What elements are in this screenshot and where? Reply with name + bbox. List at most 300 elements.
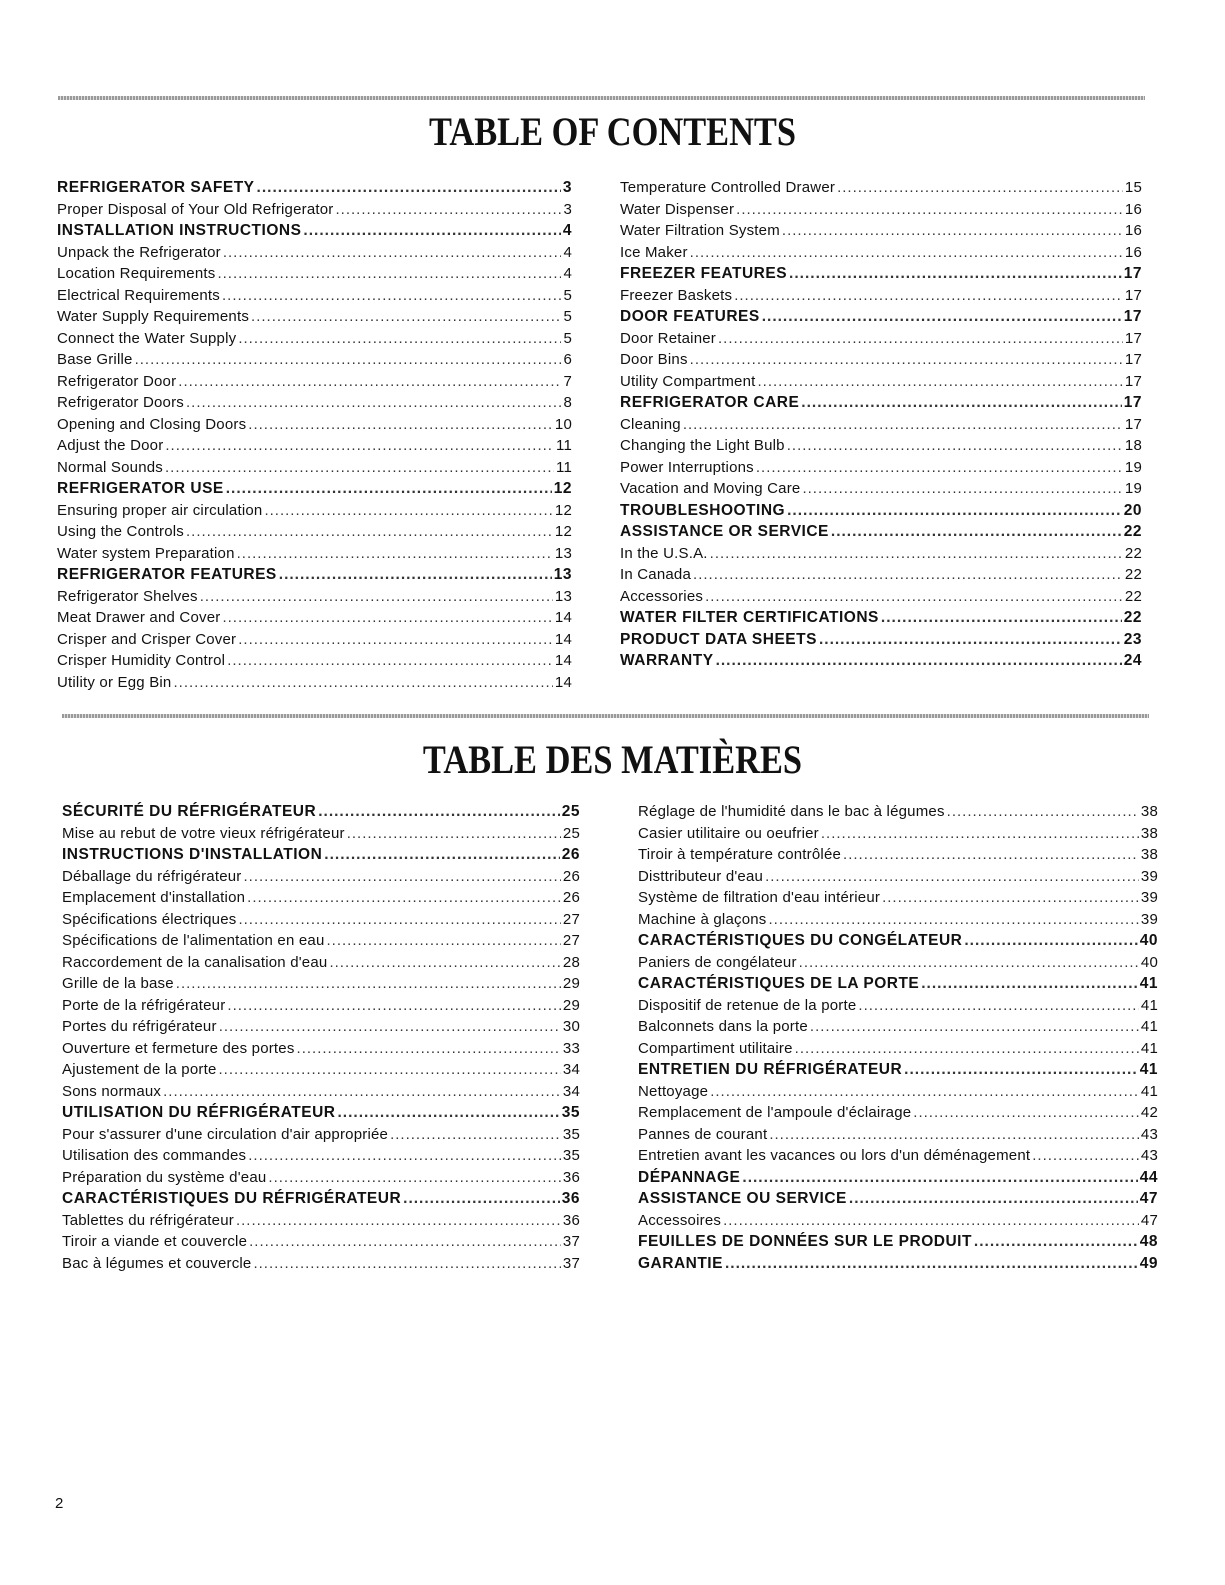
toc-entry-label: INSTRUCTIONS D'INSTALLATION	[62, 846, 323, 863]
toc-entry-label: Pour s'assurer d'une circulation d'air appropriée	[62, 1125, 389, 1143]
toc-section-entry	[620, 392, 1142, 414]
toc-entry	[638, 1102, 1158, 1124]
toc-entry	[62, 823, 580, 845]
toc-section-entry	[638, 1253, 1158, 1275]
toc-entry	[620, 457, 1142, 479]
dot-leader	[178, 371, 561, 393]
toc-entry-label: TROUBLESHOOTING	[620, 501, 786, 519]
dot-leader	[810, 1016, 1139, 1038]
toc-entry-label: UTILISATION DU RÉFRIGÉRATEUR	[62, 1104, 336, 1121]
toc-entry-page: 14	[554, 630, 572, 648]
dot-leader	[253, 1253, 560, 1275]
toc-entry-label: Refrigerator Shelves	[57, 587, 198, 605]
toc-section-entry	[62, 801, 580, 823]
dot-leader	[303, 220, 560, 242]
dot-leader	[222, 285, 561, 307]
dot-leader	[904, 1059, 1138, 1081]
toc-entry-page: 22	[1124, 566, 1142, 583]
toc-entry-page: 16	[1124, 243, 1142, 261]
toc-entry-label: INSTALLATION INSTRUCTIONS	[57, 222, 302, 239]
dot-leader	[849, 1188, 1138, 1210]
dot-leader	[237, 543, 553, 565]
toc-entry-label: Spécifications électriques	[62, 910, 237, 928]
dot-leader	[163, 1081, 561, 1103]
toc-section-entry	[620, 607, 1142, 629]
toc-entry-label: ENTRETIEN DU RÉFRIGÉRATEUR	[638, 1061, 903, 1078]
toc-entry-label: Adjust the Door	[57, 437, 164, 454]
toc-entry	[57, 607, 572, 629]
toc-entry-label: Utilisation des commandes	[62, 1147, 247, 1164]
toc-entry	[620, 371, 1142, 393]
toc-entry-label: Utility Compartment	[620, 372, 756, 390]
toc-entry-label: Déballage du réfrigérateur	[62, 867, 242, 885]
toc-entry-label: Bac à légumes et couvercle	[62, 1254, 252, 1272]
dot-leader	[742, 1167, 1137, 1189]
toc-entry	[620, 543, 1142, 565]
toc-entry	[620, 564, 1142, 586]
toc-entry	[620, 242, 1142, 264]
toc-entry-label: Dispositif de retenue de la porte	[638, 996, 857, 1014]
dot-leader	[279, 564, 552, 586]
toc-entry-page: 40	[1140, 953, 1158, 971]
toc-entry-page: 27	[562, 932, 580, 949]
dot-leader	[257, 177, 561, 199]
dot-leader	[165, 435, 554, 457]
dot-leader	[690, 349, 1123, 371]
dot-leader	[913, 1102, 1139, 1124]
toc-entry-page: 11	[556, 458, 572, 476]
dot-leader	[297, 1038, 561, 1060]
dot-leader	[227, 650, 553, 672]
toc-entry	[62, 1145, 580, 1167]
dot-leader	[947, 801, 1139, 823]
toc-entry-page: 5	[563, 286, 572, 304]
toc-entry	[638, 1210, 1158, 1232]
dot-leader	[782, 220, 1123, 242]
toc-entry-label: Crisper and Crisper Cover	[57, 630, 237, 648]
dot-leader	[705, 586, 1123, 608]
dot-leader	[819, 629, 1122, 651]
toc-entry-label: Entretien avant les vacances ou lors d'un déménagement	[638, 1147, 1031, 1164]
toc-entry-label: Meat Drawer and Cover	[57, 609, 221, 626]
toc-entry-page: 41	[1140, 1039, 1158, 1057]
toc-entry-page: 41	[1140, 1082, 1158, 1100]
toc-entry	[620, 435, 1142, 457]
toc-entry-label: Ice Maker	[620, 243, 688, 261]
toc-entry	[638, 844, 1158, 866]
toc-entry	[57, 285, 572, 307]
dot-leader	[268, 1167, 560, 1189]
dot-leader	[690, 242, 1123, 264]
toc-entry-page: 23	[1123, 630, 1142, 648]
toc-entry-page: 14	[554, 673, 572, 691]
toc-entry-page: 22	[1123, 609, 1142, 626]
dot-leader	[795, 1038, 1139, 1060]
dot-leader	[327, 930, 561, 952]
toc-entry	[638, 1038, 1158, 1060]
toc-entry-label: Remplacement de l'ampoule d'éclairage	[638, 1104, 912, 1121]
toc-entry	[620, 199, 1142, 221]
toc-entry-label: Cleaning	[620, 415, 681, 433]
dot-leader	[135, 349, 562, 371]
toc-entry-label: Changing the Light Bulb	[620, 437, 785, 454]
toc-entry	[62, 1081, 580, 1103]
toc-entry-page: 41	[1139, 975, 1158, 992]
dot-leader	[1032, 1145, 1139, 1167]
toc-entry	[57, 306, 572, 328]
toc-section-entry	[57, 478, 572, 500]
toc-entry	[57, 199, 572, 221]
toc-entry	[62, 1253, 580, 1275]
toc-entry-label: ASSISTANCE OU SERVICE	[638, 1190, 847, 1207]
toc-entry-page: 42	[1140, 1104, 1158, 1121]
toc-entry-label: Utility or Egg Bin	[57, 673, 172, 691]
toc-entry-label: Water Supply Requirements	[57, 308, 250, 325]
toc-entry-page: 16	[1124, 222, 1142, 239]
toc-entry-page: 29	[562, 996, 580, 1014]
toc-entry-page: 17	[1124, 372, 1142, 390]
toc-entry-page: 47	[1140, 1211, 1158, 1229]
toc-entry-page: 17	[1124, 286, 1142, 304]
toc-entry-label: Power Interruptions	[620, 458, 754, 476]
toc-fr-left-column	[62, 801, 580, 1274]
toc-entry-page: 35	[562, 1125, 580, 1143]
toc-entry-page: 34	[562, 1061, 580, 1078]
toc-section-entry	[620, 650, 1142, 672]
toc-entry-page: 36	[562, 1211, 580, 1229]
toc-entry-label: Refrigerator Door	[57, 372, 177, 390]
toc-entry-label: Disttributeur d'eau	[638, 867, 764, 885]
toc-entry-label: Compartiment utilitaire	[638, 1039, 793, 1057]
toc-entry-label: DOOR FEATURES	[620, 308, 760, 325]
toc-entry-page: 38	[1140, 846, 1158, 863]
toc-entry-label: Normal Sounds	[57, 458, 163, 476]
dot-leader	[227, 995, 560, 1017]
toc-entry	[620, 414, 1142, 436]
toc-entry-page: 44	[1139, 1168, 1158, 1186]
toc-entry-label: Water system Preparation	[57, 544, 235, 562]
toc-entry-label: Préparation du système d'eau	[62, 1168, 267, 1186]
toc-entry	[620, 478, 1142, 500]
dot-leader	[200, 586, 553, 608]
toc-entry-page: 30	[562, 1018, 580, 1035]
toc-entry-page: 28	[562, 953, 580, 971]
toc-entry-page: 12	[553, 480, 572, 497]
toc-section-entry	[638, 1167, 1158, 1189]
toc-entry-page: 10	[554, 415, 572, 433]
toc-entry-page: 20	[1123, 501, 1142, 519]
toc-entry-label: ASSISTANCE OR SERVICE	[620, 523, 829, 540]
toc-entry-page: 18	[1124, 437, 1142, 454]
dot-leader	[329, 952, 560, 974]
toc-entry-page: 40	[1139, 932, 1158, 949]
toc-section-entry	[638, 973, 1158, 995]
toc-section-entry	[638, 1188, 1158, 1210]
toc-entry-label: FREEZER FEATURES	[620, 265, 788, 282]
toc-entry	[638, 823, 1158, 845]
dot-leader	[176, 973, 561, 995]
toc-entry-label: Spécifications de l'alimentation en eau	[62, 932, 325, 949]
dot-leader	[716, 650, 1122, 672]
dot-leader	[226, 478, 552, 500]
toc-entry-page: 17	[1124, 415, 1142, 433]
dot-leader	[173, 672, 552, 694]
toc-entry-page: 41	[1140, 1018, 1158, 1035]
toc-entry-label: GARANTIE	[638, 1254, 723, 1272]
toc-entry-label: Water Filtration System	[620, 222, 780, 239]
toc-entry-label: Portes du réfrigérateur	[62, 1018, 217, 1035]
toc-entry-label: Base Grille	[57, 351, 133, 368]
toc-entry-page: 24	[1123, 652, 1142, 669]
page-number: 2	[55, 1495, 64, 1512]
toc-entry	[57, 650, 572, 672]
toc-entry-label: Opening and Closing Doors	[57, 415, 247, 433]
dot-leader	[802, 478, 1122, 500]
toc-entry-page: 4	[563, 265, 572, 282]
toc-entry-page: 49	[1139, 1254, 1158, 1272]
toc-entry-page: 13	[554, 544, 572, 562]
toc-entry-page: 11	[556, 437, 572, 454]
dot-leader	[403, 1188, 560, 1210]
toc-entry-page: 43	[1140, 1125, 1158, 1143]
toc-entry-page: 3	[563, 200, 572, 218]
dot-leader	[693, 564, 1123, 586]
toc-entry-page: 27	[562, 910, 580, 928]
toc-entry	[57, 371, 572, 393]
toc-entry-label: WARRANTY	[620, 652, 714, 669]
toc-entry-label: Vacation and Moving Care	[620, 480, 801, 497]
toc-section-entry	[57, 220, 572, 242]
toc-entry-label: Porte de la réfrigérateur	[62, 996, 226, 1014]
toc-entry-label: PRODUCT DATA SHEETS	[620, 630, 817, 648]
toc-entry	[638, 1124, 1158, 1146]
toc-entry-label: REFRIGERATOR USE	[57, 480, 224, 497]
toc-entry	[638, 995, 1158, 1017]
toc-entry-page: 17	[1124, 351, 1142, 368]
dot-leader	[238, 909, 560, 931]
toc-entry	[620, 220, 1142, 242]
toc-entry-page: 26	[561, 846, 580, 863]
toc-entry-page: 14	[554, 609, 572, 626]
toc-entry	[620, 349, 1142, 371]
toc-entry-page: 34	[562, 1082, 580, 1100]
toc-entry-label: Réglage de l'humidité dans le bac à légumes	[638, 803, 945, 820]
toc-entry	[62, 1210, 580, 1232]
toc-entry-page: 22	[1124, 587, 1142, 605]
toc-entry-page: 43	[1140, 1147, 1158, 1164]
dot-leader	[736, 199, 1123, 221]
toc-section-entry	[638, 1059, 1158, 1081]
dot-leader	[789, 263, 1122, 285]
dot-leader	[787, 500, 1122, 522]
dot-leader	[801, 392, 1121, 414]
dot-leader	[831, 521, 1122, 543]
toc-entry-label: Mise au rebut de votre vieux réfrigérateur	[62, 824, 345, 842]
dot-leader	[734, 285, 1123, 307]
toc-entry-page: 35	[561, 1104, 580, 1121]
toc-entry-label: Door Bins	[620, 351, 688, 368]
toc-entry-label: Freezer Baskets	[620, 286, 733, 304]
dot-leader	[337, 1102, 559, 1124]
toc-entry	[638, 909, 1158, 931]
dot-leader	[843, 844, 1139, 866]
toc-entry-page: 7	[563, 372, 572, 390]
dot-leader	[787, 435, 1123, 457]
toc-entry-label: Tiroir a viande et couvercle	[62, 1233, 248, 1250]
toc-entry-label: CARACTÉRISTIQUES DU CONGÉLATEUR	[638, 932, 963, 949]
toc-entry-page: 4	[563, 243, 572, 261]
toc-entry-page: 36	[561, 1190, 580, 1207]
toc-entry	[57, 586, 572, 608]
toc-entry-label: DÉPANNAGE	[638, 1168, 741, 1186]
toc-section-entry	[62, 844, 580, 866]
toc-entry	[62, 1038, 580, 1060]
dot-leader	[964, 930, 1137, 952]
toc-entry-page: 41	[1139, 1061, 1158, 1078]
toc-entry-page: 5	[563, 329, 572, 347]
toc-entry-page: 48	[1139, 1233, 1158, 1250]
toc-entry-label: Nettoyage	[638, 1082, 709, 1100]
toc-entry-label: In Canada	[620, 566, 692, 583]
toc-entry	[57, 629, 572, 651]
toc-entry-page: 19	[1124, 480, 1142, 497]
toc-entry	[638, 952, 1158, 974]
toc-fr-right-column	[638, 801, 1158, 1274]
toc-entry-label: Accessories	[620, 587, 704, 605]
toc-section-entry	[638, 930, 1158, 952]
toc-section-entry	[57, 177, 572, 199]
dot-leader	[710, 1081, 1139, 1103]
dot-leader	[390, 1124, 561, 1146]
toc-entry-page: 26	[562, 867, 580, 885]
toc-entry	[638, 887, 1158, 909]
dot-leader	[821, 823, 1139, 845]
toc-section-entry	[62, 1188, 580, 1210]
toc-entry	[62, 930, 580, 952]
toc-entry	[62, 1124, 580, 1146]
toc-entry-label: Unpack the Refrigerator	[57, 243, 221, 261]
top-divider	[58, 96, 1145, 100]
toc-section-entry	[620, 306, 1142, 328]
toc-heading-fr: TABLE DES MATIÈRES	[422, 737, 803, 782]
toc-entry-page: 37	[562, 1254, 580, 1272]
dot-leader	[238, 328, 561, 350]
toc-entry-label: Door Retainer	[620, 329, 716, 347]
toc-entry-label: Tiroir à température contrôlée	[638, 846, 842, 863]
toc-entry-page: 39	[1140, 889, 1158, 906]
dot-leader	[768, 909, 1138, 931]
toc-section-entry	[620, 263, 1142, 285]
toc-entry-label: Raccordement de la canalisation d'eau	[62, 953, 328, 971]
toc-entry-label: Tablettes du réfrigérateur	[62, 1211, 234, 1229]
toc-entry	[62, 909, 580, 931]
toc-entry-page: 12	[554, 523, 572, 540]
toc-entry-label: Grille de la base	[62, 975, 174, 992]
toc-entry	[620, 177, 1142, 199]
toc-entry	[57, 414, 572, 436]
toc-entry-page: 13	[554, 587, 572, 605]
dot-leader	[881, 607, 1122, 629]
toc-entry-page: 15	[1124, 179, 1142, 196]
dot-leader	[974, 1231, 1138, 1253]
toc-entry-page: 39	[1140, 867, 1158, 885]
toc-entry-page: 22	[1123, 523, 1142, 540]
dot-leader	[765, 866, 1139, 888]
dot-leader	[251, 306, 561, 328]
toc-section-entry	[620, 500, 1142, 522]
toc-entry-label: WATER FILTER CERTIFICATIONS	[620, 609, 879, 626]
dot-leader	[236, 1210, 561, 1232]
toc-entry-label: FEUILLES DE DONNÉES SUR LE PRODUIT	[638, 1233, 972, 1250]
toc-entry-page: 38	[1140, 803, 1158, 820]
toc-entry	[57, 349, 572, 371]
dot-leader	[222, 607, 552, 629]
toc-entry-label: Système de filtration d'eau intérieur	[638, 889, 881, 906]
toc-entry-page: 12	[554, 501, 572, 519]
dot-leader	[758, 371, 1123, 393]
toc-en-left-column	[57, 177, 572, 693]
toc-entry-page: 26	[562, 889, 580, 906]
dot-leader	[335, 199, 561, 221]
toc-entry-page: 5	[563, 308, 572, 325]
dot-leader	[219, 1059, 561, 1081]
dot-leader	[217, 263, 561, 285]
dot-leader	[837, 177, 1123, 199]
toc-entry	[57, 500, 572, 522]
toc-entry-label: Location Requirements	[57, 265, 216, 282]
dot-leader	[347, 823, 561, 845]
dot-leader	[882, 887, 1139, 909]
dot-leader	[683, 414, 1123, 436]
toc-entry-label: Temperature Controlled Drawer	[620, 179, 836, 196]
dot-leader	[725, 1253, 1138, 1275]
toc-entry-page: 13	[553, 566, 572, 583]
dot-leader	[723, 1210, 1139, 1232]
dot-leader	[756, 457, 1123, 479]
toc-entry	[57, 672, 572, 694]
toc-entry-page: 19	[1124, 458, 1142, 476]
dot-leader	[223, 242, 562, 264]
toc-entry	[620, 586, 1142, 608]
toc-entry-label: Water Dispenser	[620, 200, 735, 218]
toc-entry	[57, 457, 572, 479]
toc-section-entry	[620, 521, 1142, 543]
toc-entry-page: 14	[554, 652, 572, 669]
toc-entry	[620, 328, 1142, 350]
toc-entry	[620, 285, 1142, 307]
toc-entry-label: Ensuring proper air circulation	[57, 501, 263, 519]
toc-entry-label: Sons normaux	[62, 1082, 162, 1100]
dot-leader	[324, 844, 559, 866]
toc-en-right-column	[620, 177, 1142, 672]
toc-entry-page: 17	[1124, 329, 1142, 347]
toc-entry	[62, 1059, 580, 1081]
toc-entry	[62, 995, 580, 1017]
toc-entry-page: 4	[562, 222, 572, 239]
toc-entry	[57, 242, 572, 264]
toc-entry-label: Electrical Requirements	[57, 286, 220, 304]
toc-entry	[62, 952, 580, 974]
toc-entry-label: Ouverture et fermeture des portes	[62, 1039, 295, 1057]
dot-leader	[921, 973, 1138, 995]
toc-entry-page: 17	[1123, 265, 1142, 282]
toc-entry-label: Crisper Humidity Control	[57, 652, 226, 669]
dot-leader	[799, 952, 1139, 974]
dot-leader	[710, 543, 1123, 565]
toc-entry-label: Pannes de courant	[638, 1125, 768, 1143]
toc-entry-page: 35	[562, 1147, 580, 1164]
toc-entry	[638, 866, 1158, 888]
